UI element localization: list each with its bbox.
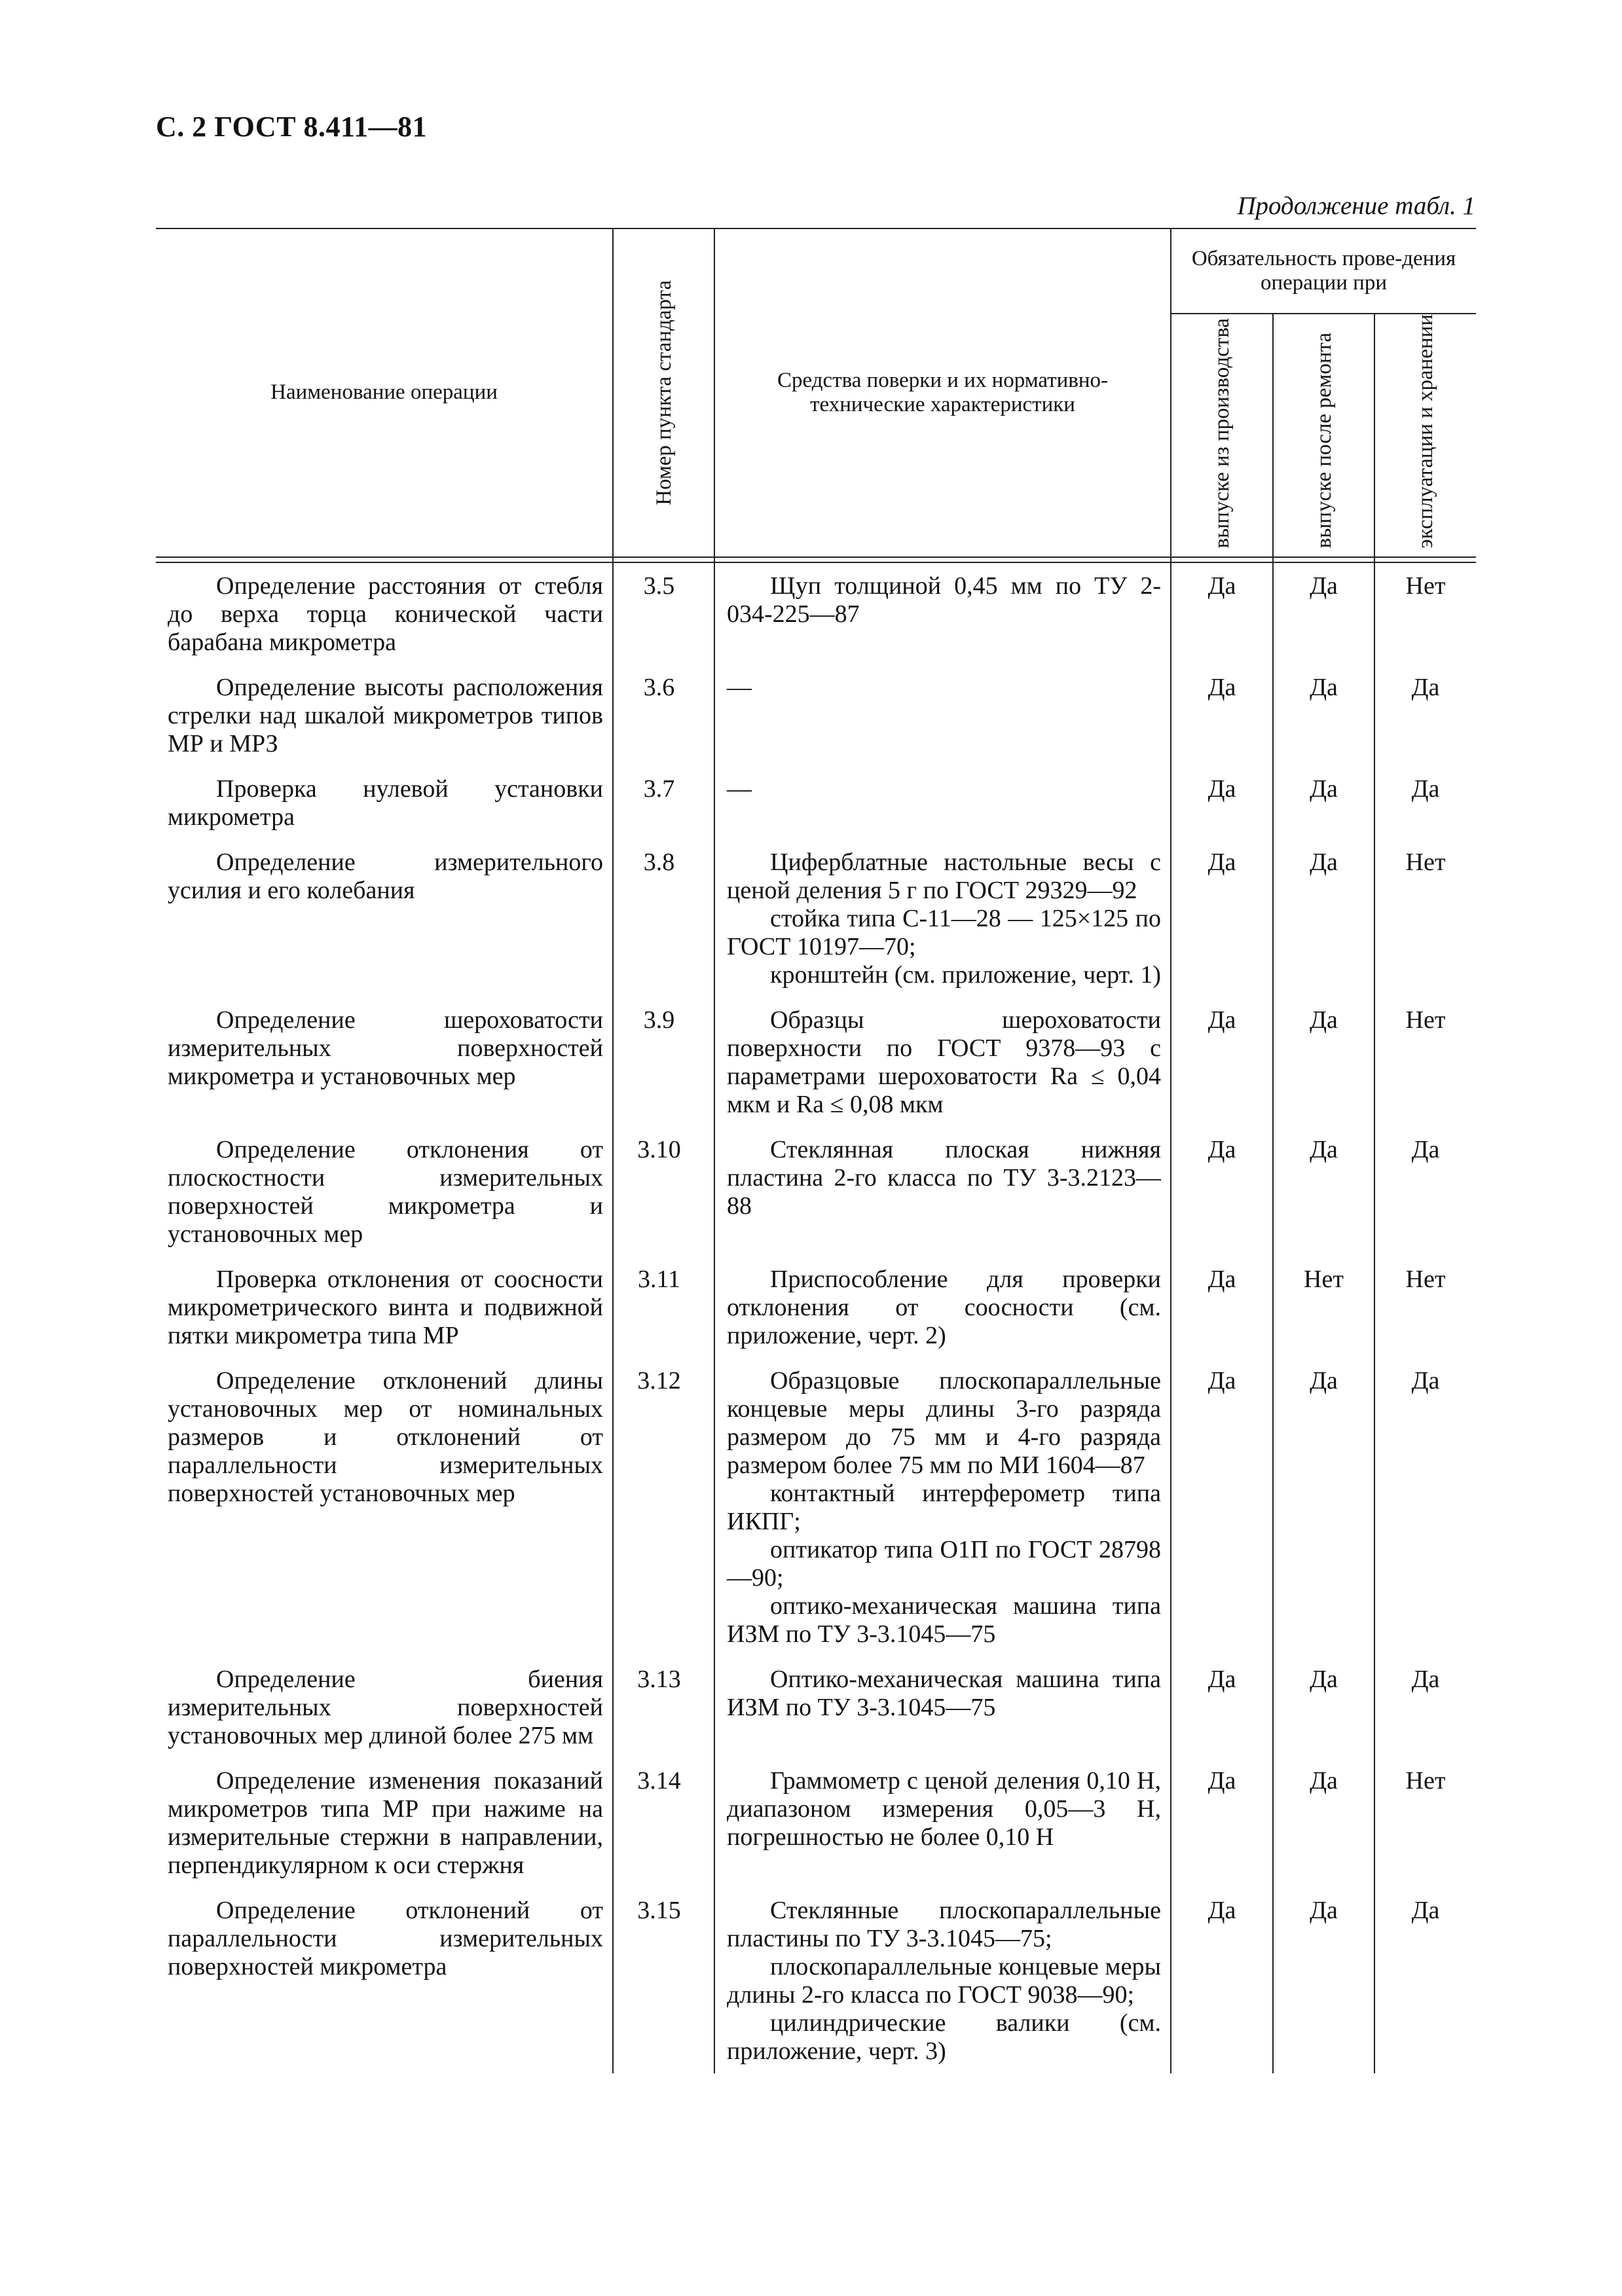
cell-release-production: Да bbox=[1171, 997, 1273, 1127]
cell-operation: Проверка нулевой установки микрометра bbox=[168, 774, 603, 831]
table-row bbox=[156, 1758, 1476, 1887]
cell-release-repair: Да bbox=[1273, 997, 1374, 1127]
cell-release-production: Да bbox=[1171, 562, 1273, 665]
cell-operation-storage: Да bbox=[1374, 1656, 1476, 1758]
table-row bbox=[156, 997, 1476, 1127]
header-means: Средства поверки и их нормативно-технические характеристики bbox=[714, 228, 1171, 557]
means-item: оптикатор типа О1П по ГОСТ 28798—90; bbox=[727, 1535, 1161, 1592]
table-row bbox=[156, 665, 1476, 766]
header-release-production-text: выпуске из производства bbox=[1210, 318, 1234, 549]
cell-means bbox=[714, 1758, 1171, 1887]
means-item: Граммометр с ценой деления 0,10 Н, диапазоном измерения 0,05—3 Н, погрешностью не более 0,10 Н bbox=[727, 1766, 1161, 1851]
cell-release-production: Да bbox=[1171, 1358, 1273, 1656]
means-item: — bbox=[727, 673, 752, 701]
table-row bbox=[156, 1358, 1476, 1656]
cell-means bbox=[714, 1127, 1171, 1256]
means-item: Щуп толщиной 0,45 мм по ТУ 2-034-225—87 bbox=[727, 572, 1161, 628]
header-obligation: Обязательность прове-дения операции при bbox=[1171, 228, 1476, 314]
cell-operation-storage: Да bbox=[1374, 1887, 1476, 2073]
means-item: оптико-механическая машина типа ИЗМ по ТУ 3-3.1045—75 bbox=[727, 1592, 1161, 1648]
table-row bbox=[156, 1887, 1476, 2073]
table-row bbox=[156, 839, 1476, 997]
cell-release-repair: Да bbox=[1273, 1358, 1374, 1656]
cell-operation-storage: Да bbox=[1374, 1358, 1476, 1656]
cell-operation: Определение отклонений длины установочных мер от номинальных размеров и отклонений от параллельности измерительных поверхностей установочных мер bbox=[168, 1366, 603, 1507]
table-continuation-label: Продолжение табл. 1 bbox=[1237, 192, 1475, 220]
cell-release-repair: Да bbox=[1273, 1887, 1374, 2073]
header-operation-storage-text: эксплуатации и хранении bbox=[1414, 314, 1438, 549]
table-row bbox=[156, 1656, 1476, 1758]
cell-release-repair: Да bbox=[1273, 562, 1374, 665]
cell-operation: Определение отклонений от параллельности измерительных поверхностей микрометра bbox=[168, 1896, 603, 1980]
means-item: кронштейн (см. приложение, черт. 1) bbox=[770, 960, 1161, 989]
header-separator bbox=[156, 557, 1476, 562]
cell-operation-storage: Нет bbox=[1374, 839, 1476, 997]
means-item: Оптико-механическая машина типа ИЗМ по ТУ 3-3.1045—75 bbox=[727, 1665, 1161, 1721]
table-row bbox=[156, 766, 1476, 839]
cell-means bbox=[714, 839, 1171, 997]
cell-clause: 3.9 bbox=[613, 997, 714, 1127]
table-body bbox=[156, 557, 1476, 2073]
cell-release-production: Да bbox=[1171, 839, 1273, 997]
means-item: Стеклянные плоскопараллельные пластины по ТУ 3-3.1045—75; bbox=[727, 1896, 1161, 1952]
cell-operation-storage: Нет bbox=[1374, 1758, 1476, 1887]
cell-operation-storage: Да bbox=[1374, 1127, 1476, 1256]
cell-release-production: Да bbox=[1171, 1256, 1273, 1358]
cell-release-production: Да bbox=[1171, 665, 1273, 766]
header-operation: Наименование операции bbox=[156, 228, 613, 557]
header-clause-number-text: Номер пункта стандарта bbox=[652, 280, 676, 505]
cell-operation: Проверка отклонения от соосности микрометрического винта и подвижной пятки микрометра типа МР bbox=[168, 1265, 603, 1349]
cell-operation: Определение шероховатости измерительных поверхностей микрометра и установочных мер bbox=[168, 1006, 603, 1090]
cell-means bbox=[714, 562, 1171, 665]
means-item: — bbox=[727, 774, 752, 803]
cell-operation: Определение высоты расположения стрелки над шкалой микрометров типов МР и МРЗ bbox=[168, 673, 603, 757]
cell-release-production: Да bbox=[1171, 1127, 1273, 1256]
means-item: контактный интерферометр типа ИКПГ; bbox=[727, 1479, 1161, 1535]
cell-clause: 3.12 bbox=[613, 1358, 714, 1656]
cell-release-repair: Нет bbox=[1273, 1256, 1374, 1358]
means-item: Приспособление для проверки отклонения от соосности (см. приложение, черт. 2) bbox=[727, 1265, 1161, 1349]
cell-release-repair: Да bbox=[1273, 1656, 1374, 1758]
cell-operation: Определение измерительного усилия и его колебания bbox=[168, 848, 603, 904]
cell-means bbox=[714, 997, 1171, 1127]
cell-release-repair: Да bbox=[1273, 1127, 1374, 1256]
cell-operation-storage: Да bbox=[1374, 766, 1476, 839]
means-item: цилиндрические валики (см. приложение, черт. 3) bbox=[727, 2009, 1161, 2065]
cell-release-repair: Да bbox=[1273, 1758, 1374, 1887]
means-item: плоскопараллельные концевые меры длины 2-го класса по ГОСТ 9038—90; bbox=[727, 1952, 1161, 2009]
header-release-repair-text: выпуске после ремонта bbox=[1312, 333, 1336, 549]
cell-means bbox=[714, 1887, 1171, 2073]
cell-operation-storage: Нет bbox=[1374, 997, 1476, 1127]
cell-release-production: Да bbox=[1171, 1758, 1273, 1887]
cell-release-production: Да bbox=[1171, 1656, 1273, 1758]
means-item: Образцовые плоскопараллельные концевые меры длины 3-го разряда размером до 75 мм и 4-го разряда размером более 75 мм по МИ 1604—87 bbox=[727, 1366, 1161, 1479]
header-operation-storage bbox=[1374, 314, 1476, 557]
table-row bbox=[156, 562, 1476, 665]
cell-operation-storage: Да bbox=[1374, 665, 1476, 766]
cell-operation: Определение отклонения от плоскостности измерительных поверхностей микрометра и установочных мер bbox=[168, 1135, 603, 1248]
cell-clause: 3.14 bbox=[613, 1758, 714, 1887]
cell-clause: 3.11 bbox=[613, 1256, 714, 1358]
cell-clause: 3.5 bbox=[613, 562, 714, 665]
header-release-repair bbox=[1273, 314, 1374, 557]
cell-means bbox=[714, 665, 1171, 766]
cell-clause: 3.13 bbox=[613, 1656, 714, 1758]
means-item: стойка типа С-11—28 — 125×125 по ГОСТ 10197—70; bbox=[727, 904, 1161, 960]
cell-operation: Определение изменения показаний микрометров типа МР при нажиме на измерительные стержни в направлении, перпендикулярном к оси стержня bbox=[168, 1766, 603, 1879]
cell-clause: 3.6 bbox=[613, 665, 714, 766]
means-item: Стеклянная плоская нижняя пластина 2-го класса по ТУ 3-3.2123—88 bbox=[727, 1135, 1161, 1220]
cell-clause: 3.10 bbox=[613, 1127, 714, 1256]
header-clause-number bbox=[613, 228, 714, 557]
means-item: Циферблатные настольные весы с ценой деления 5 г по ГОСТ 29329—92 bbox=[727, 848, 1161, 904]
cell-operation: Определение расстояния от стебля до верха торца конической части барабана микрометра bbox=[168, 572, 603, 656]
cell-operation-storage: Нет bbox=[1374, 1256, 1476, 1358]
header-release-production bbox=[1171, 314, 1273, 557]
cell-means bbox=[714, 766, 1171, 839]
table-header bbox=[156, 228, 1476, 557]
cell-release-production: Да bbox=[1171, 766, 1273, 839]
cell-release-production: Да bbox=[1171, 1887, 1273, 2073]
cell-release-repair: Да bbox=[1273, 839, 1374, 997]
cell-means bbox=[714, 1358, 1171, 1656]
cell-release-repair: Да bbox=[1273, 766, 1374, 839]
cell-clause: 3.7 bbox=[613, 766, 714, 839]
cell-means bbox=[714, 1656, 1171, 1758]
cell-means bbox=[714, 1256, 1171, 1358]
cell-clause: 3.15 bbox=[613, 1887, 714, 2073]
operations-table bbox=[156, 228, 1476, 2073]
cell-operation: Определение биения измерительных поверхностей установочных мер длиной более 275 мм bbox=[168, 1665, 603, 1749]
cell-clause: 3.8 bbox=[613, 839, 714, 997]
table-row bbox=[156, 1256, 1476, 1358]
table-row bbox=[156, 1127, 1476, 1256]
means-item: Образцы шероховатости поверхности по ГОСТ 9378—93 с параметрами шероховатости Ra ≤ 0,04 мкм и Ra ≤ 0,08 мкм bbox=[727, 1006, 1161, 1118]
page-header: С. 2 ГОСТ 8.411—81 bbox=[156, 111, 428, 143]
cell-operation-storage: Нет bbox=[1374, 562, 1476, 665]
cell-release-repair: Да bbox=[1273, 665, 1374, 766]
